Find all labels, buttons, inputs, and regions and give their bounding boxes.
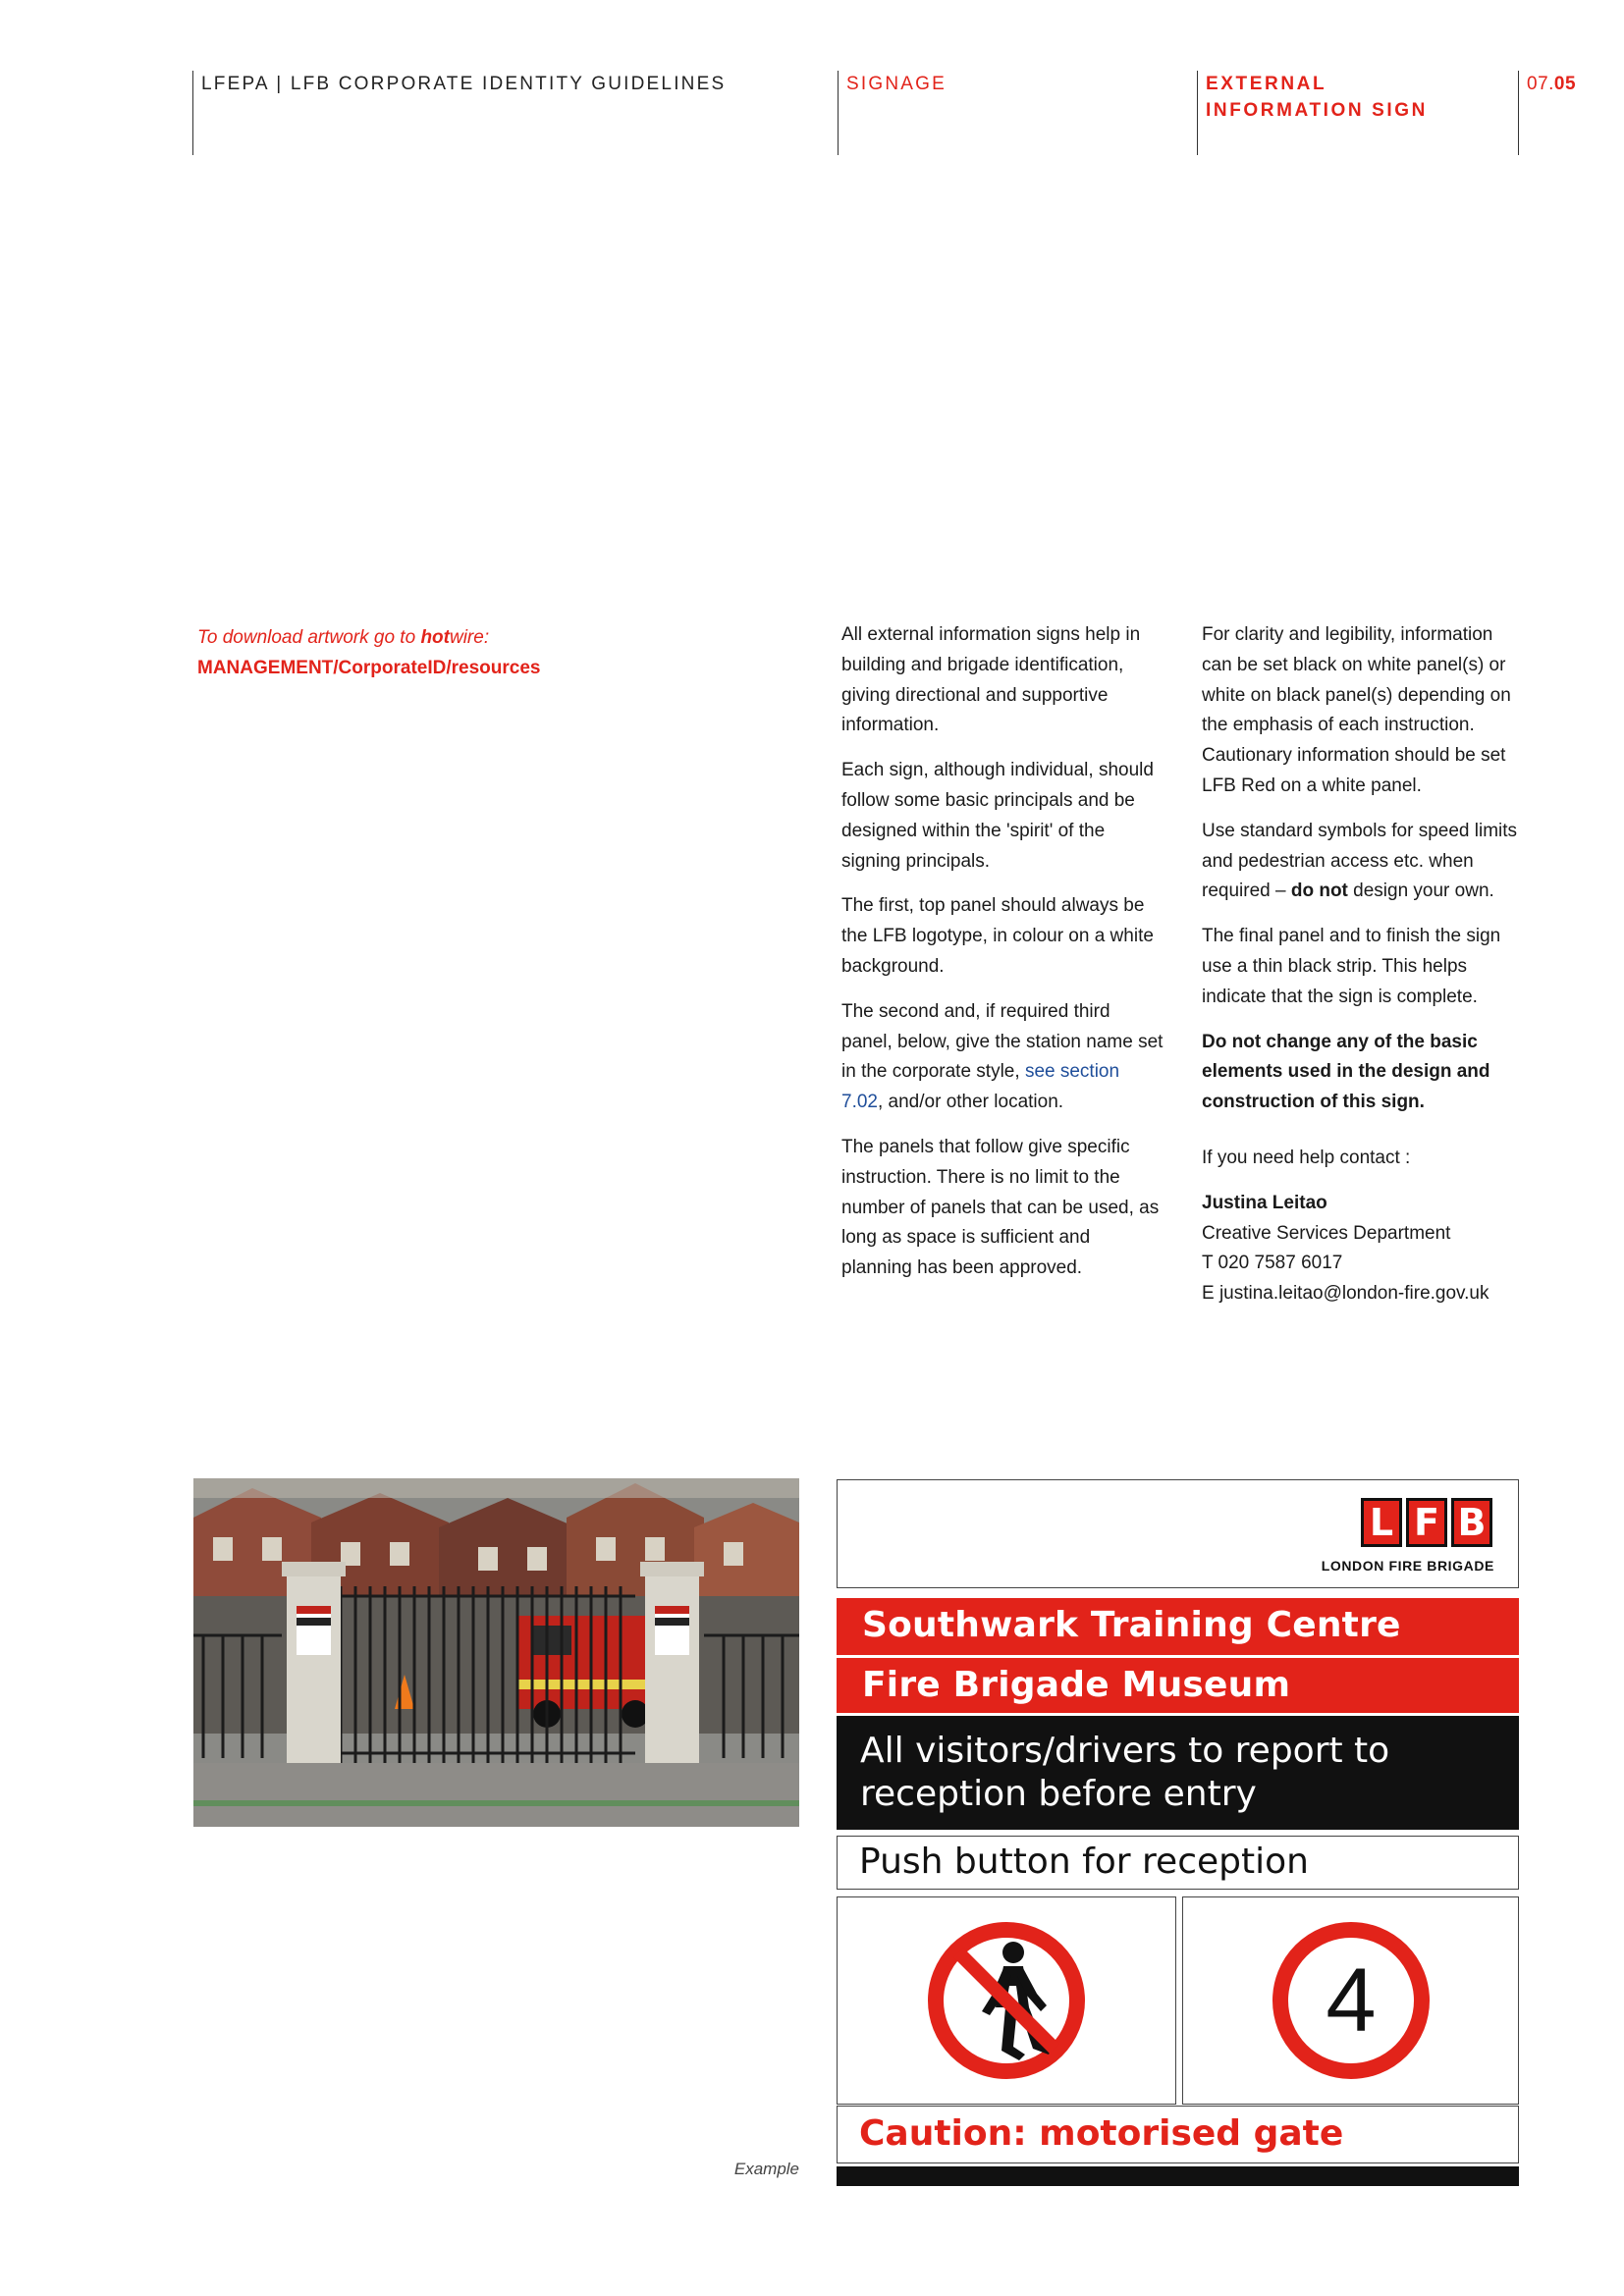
download-hot: hot (420, 627, 450, 648)
sign-instruction-panel (837, 1716, 1519, 1830)
paragraph-1: All external information signs help in building and brigade identification, giving directional and supportive information. (841, 624, 1141, 736)
page-prefix: 07. (1527, 74, 1554, 94)
body-column-1 (841, 620, 1165, 1299)
paragraph-7 (1202, 817, 1526, 907)
paragraph-4-b: , and/or other location. (877, 1092, 1064, 1113)
no-pedestrians-symbol-box (837, 1896, 1176, 2105)
gate-photo (193, 1478, 799, 1827)
paragraph-8: The final panel and to finish the sign use a thin black strip. This helps indicate that the sign is complete. (1202, 926, 1501, 1007)
sign-station-panel: Southwark Training Centre (837, 1598, 1519, 1658)
instruction-line-2: reception before entry (860, 1774, 1257, 1814)
section-link[interactable]: see section 7.02 (841, 1061, 1120, 1113)
sign-symbols-panel (837, 1896, 1519, 2105)
doc-title-text: LFEPA | LFB CORPORATE IDENTITY GUIDELINES (201, 74, 727, 94)
paragraph-2: Each sign, although individual, should follow some basic principals and be designed within the 'spirit' of the signing principals. (841, 760, 1154, 872)
lfb-letter-f: F (1406, 1498, 1447, 1547)
sign-reception-panel: Push button for reception (837, 1836, 1519, 1890)
paragraph-4-a: The second and, if required third panel, below, give the station name set in the corporate style, (841, 1000, 1164, 1083)
download-wire: wire: (449, 627, 490, 648)
speed-limit-value: 4 (1325, 1950, 1377, 2051)
instruction-line-1: All visitors/drivers to report to (860, 1731, 1390, 1771)
no-pedestrians-icon (923, 1917, 1090, 2084)
topic-line-2: INFORMATION SIGN (1206, 100, 1428, 121)
topic-line-1: EXTERNAL (1206, 74, 1327, 94)
download-path: MANAGEMENT/CorporateID/resources (197, 658, 541, 678)
gate-photo-illustration (193, 1478, 799, 1827)
contact-tel: T 020 7587 6017 (1202, 1253, 1343, 1274)
sign-location-panel: Fire Brigade Museum (837, 1658, 1519, 1713)
header-topic (1197, 71, 1511, 155)
body-column-2 (1202, 620, 1526, 1309)
lfb-logo-subtitle: LONDON FIRE BRIGADE (1321, 1558, 1494, 1574)
photo-caption: Example (733, 2160, 799, 2178)
paragraph-7-bold: do not (1290, 881, 1348, 902)
paragraph-3: The first, top panel should always be the LFB logotype, in colour on a white background. (841, 895, 1154, 977)
sign-caution-panel: Caution: motorised gate (837, 2106, 1519, 2163)
header-doc-title (192, 71, 831, 155)
header-section (838, 71, 1191, 155)
paragraph-7-a: Use standard symbols for speed limits and pedestrian access etc. when required – (1202, 820, 1518, 902)
speed-limit-symbol-box (1182, 1896, 1519, 2105)
header-page-number (1518, 71, 1616, 155)
sign-logo-panel (837, 1479, 1519, 1588)
contact-email[interactable]: E justina.leitao@london-fire.gov.uk (1202, 1283, 1489, 1305)
speed-limit-icon (1268, 1917, 1435, 2084)
paragraph-5: The panels that follow give specific instruction. There is no limit to the number of panels that can be used, as long as space is sufficient and planning has been approved. (841, 1136, 1160, 1279)
paragraph-4 (841, 997, 1165, 1118)
paragraph-7-b: design your own. (1347, 881, 1494, 902)
contact-block (1202, 1189, 1526, 1309)
lfb-letter-l: L (1361, 1498, 1402, 1547)
download-note (197, 622, 688, 683)
paragraph-6: For clarity and legibility, information can be set black on white panel(s) or white on black panel(s) depending on the emphasis of each instruction. Cautionary information should be set LFB Red on a white panel. (1202, 624, 1511, 796)
lfb-logo (1361, 1498, 1492, 1547)
lfb-letter-b: B (1451, 1498, 1492, 1547)
contact-name: Justina Leitao (1202, 1192, 1327, 1213)
paragraph-9: Do not change any of the basic elements used in the design and construction of this sign. (1202, 1031, 1490, 1113)
contact-dept: Creative Services Department (1202, 1222, 1451, 1244)
download-lead: To download artwork go to (197, 627, 421, 648)
sign-finish-strip (837, 2166, 1519, 2186)
section-text: SIGNAGE (846, 74, 947, 94)
page-suffix: 05 (1553, 74, 1577, 94)
help-line: If you need help contact : (1202, 1147, 1411, 1168)
